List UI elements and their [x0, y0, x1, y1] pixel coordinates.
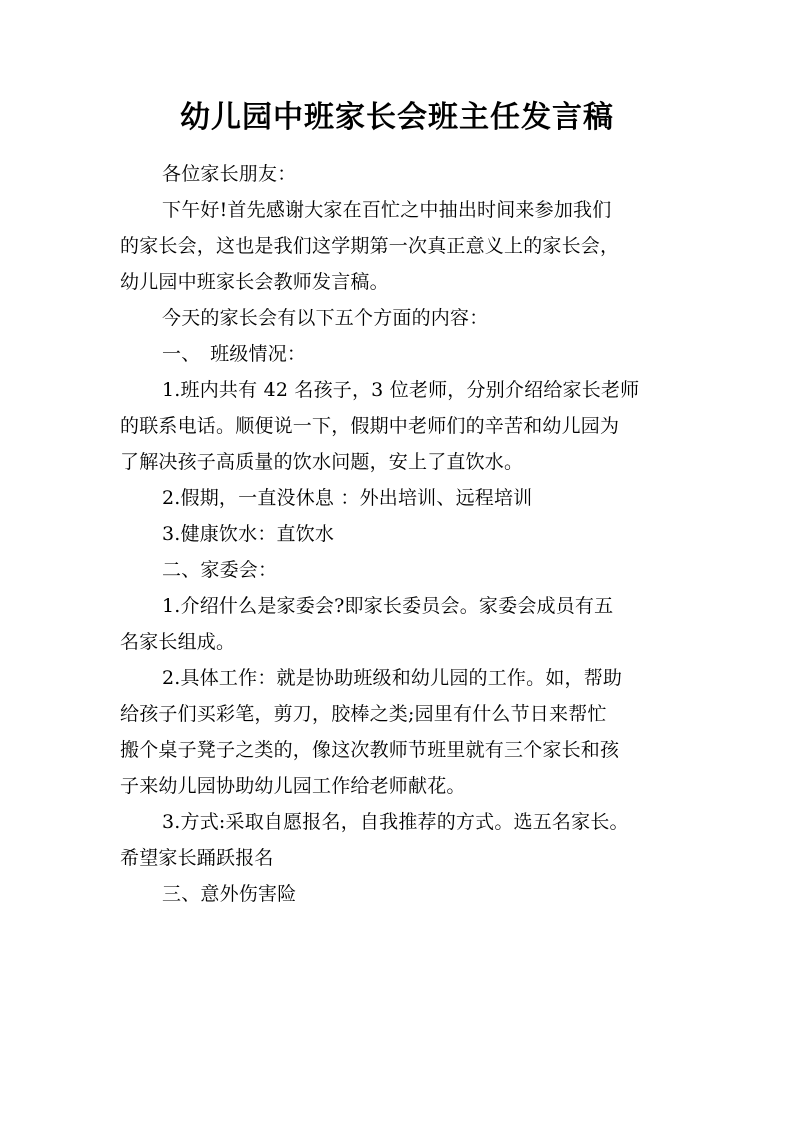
document-body: [120, 156, 680, 912]
paragraph-line: 希望家长踊跃报名: [120, 847, 274, 869]
paragraph-line: 3.健康饮水：直饮水: [162, 523, 335, 545]
paragraph-line: 给孩子们买彩笔，剪刀，胶棒之类;园里有什么节日来帮忙: [120, 703, 607, 725]
document-title: 幼儿园中班家长会班主任发言稿: [180, 100, 614, 135]
paragraph-line: 的联系电话。顺便说一下，假期中老师们的辛苦和幼儿园为: [120, 415, 620, 437]
paragraph-line: 了解决孩子高质量的饮水问题，安上了直饮水。: [120, 451, 524, 473]
paragraph-line: 的家长会，这也是我们这学期第一次真正意义上的家长会，: [120, 235, 620, 257]
paragraph-line: 名家长组成。: [120, 631, 236, 653]
section-heading: 一、 班级情况：: [162, 343, 307, 365]
paragraph-line: 2.具体工作：就是协助班级和幼儿园的工作。如，帮助: [162, 667, 623, 689]
paragraph-line: 子来幼儿园协助幼儿园工作给老师献花。: [120, 775, 466, 797]
paragraph-line: 搬个桌子凳子之类的，像这次教师节班里就有三个家长和孩: [120, 739, 620, 761]
paragraph-line: 幼儿园中班家长会教师发言稿。: [120, 271, 389, 293]
section-heading: 二、家委会：: [162, 559, 278, 581]
paragraph-line: 今天的家长会有以下五个方面的内容：: [162, 307, 489, 329]
paragraph-line: 1.介绍什么是家委会?即家长委员会。家委会成员有五: [162, 595, 614, 617]
paragraph-line: 1.班内共有 42 名孩子，3 位老师，分别介绍给家长老师: [162, 379, 640, 401]
paragraph-line: 下午好!首先感谢大家在百忙之中抽出时间来参加我们: [162, 199, 612, 221]
paragraph-line: 2.假期，一直没休息 ：外出培训、远程培训: [162, 487, 533, 509]
section-heading: 三、意外伤害险: [162, 883, 297, 905]
paragraph-line: 3.方式:采取自愿报名，自我推荐的方式。选五名家长。: [162, 811, 629, 833]
paragraph-line: 各位家长朋友：: [162, 163, 297, 185]
